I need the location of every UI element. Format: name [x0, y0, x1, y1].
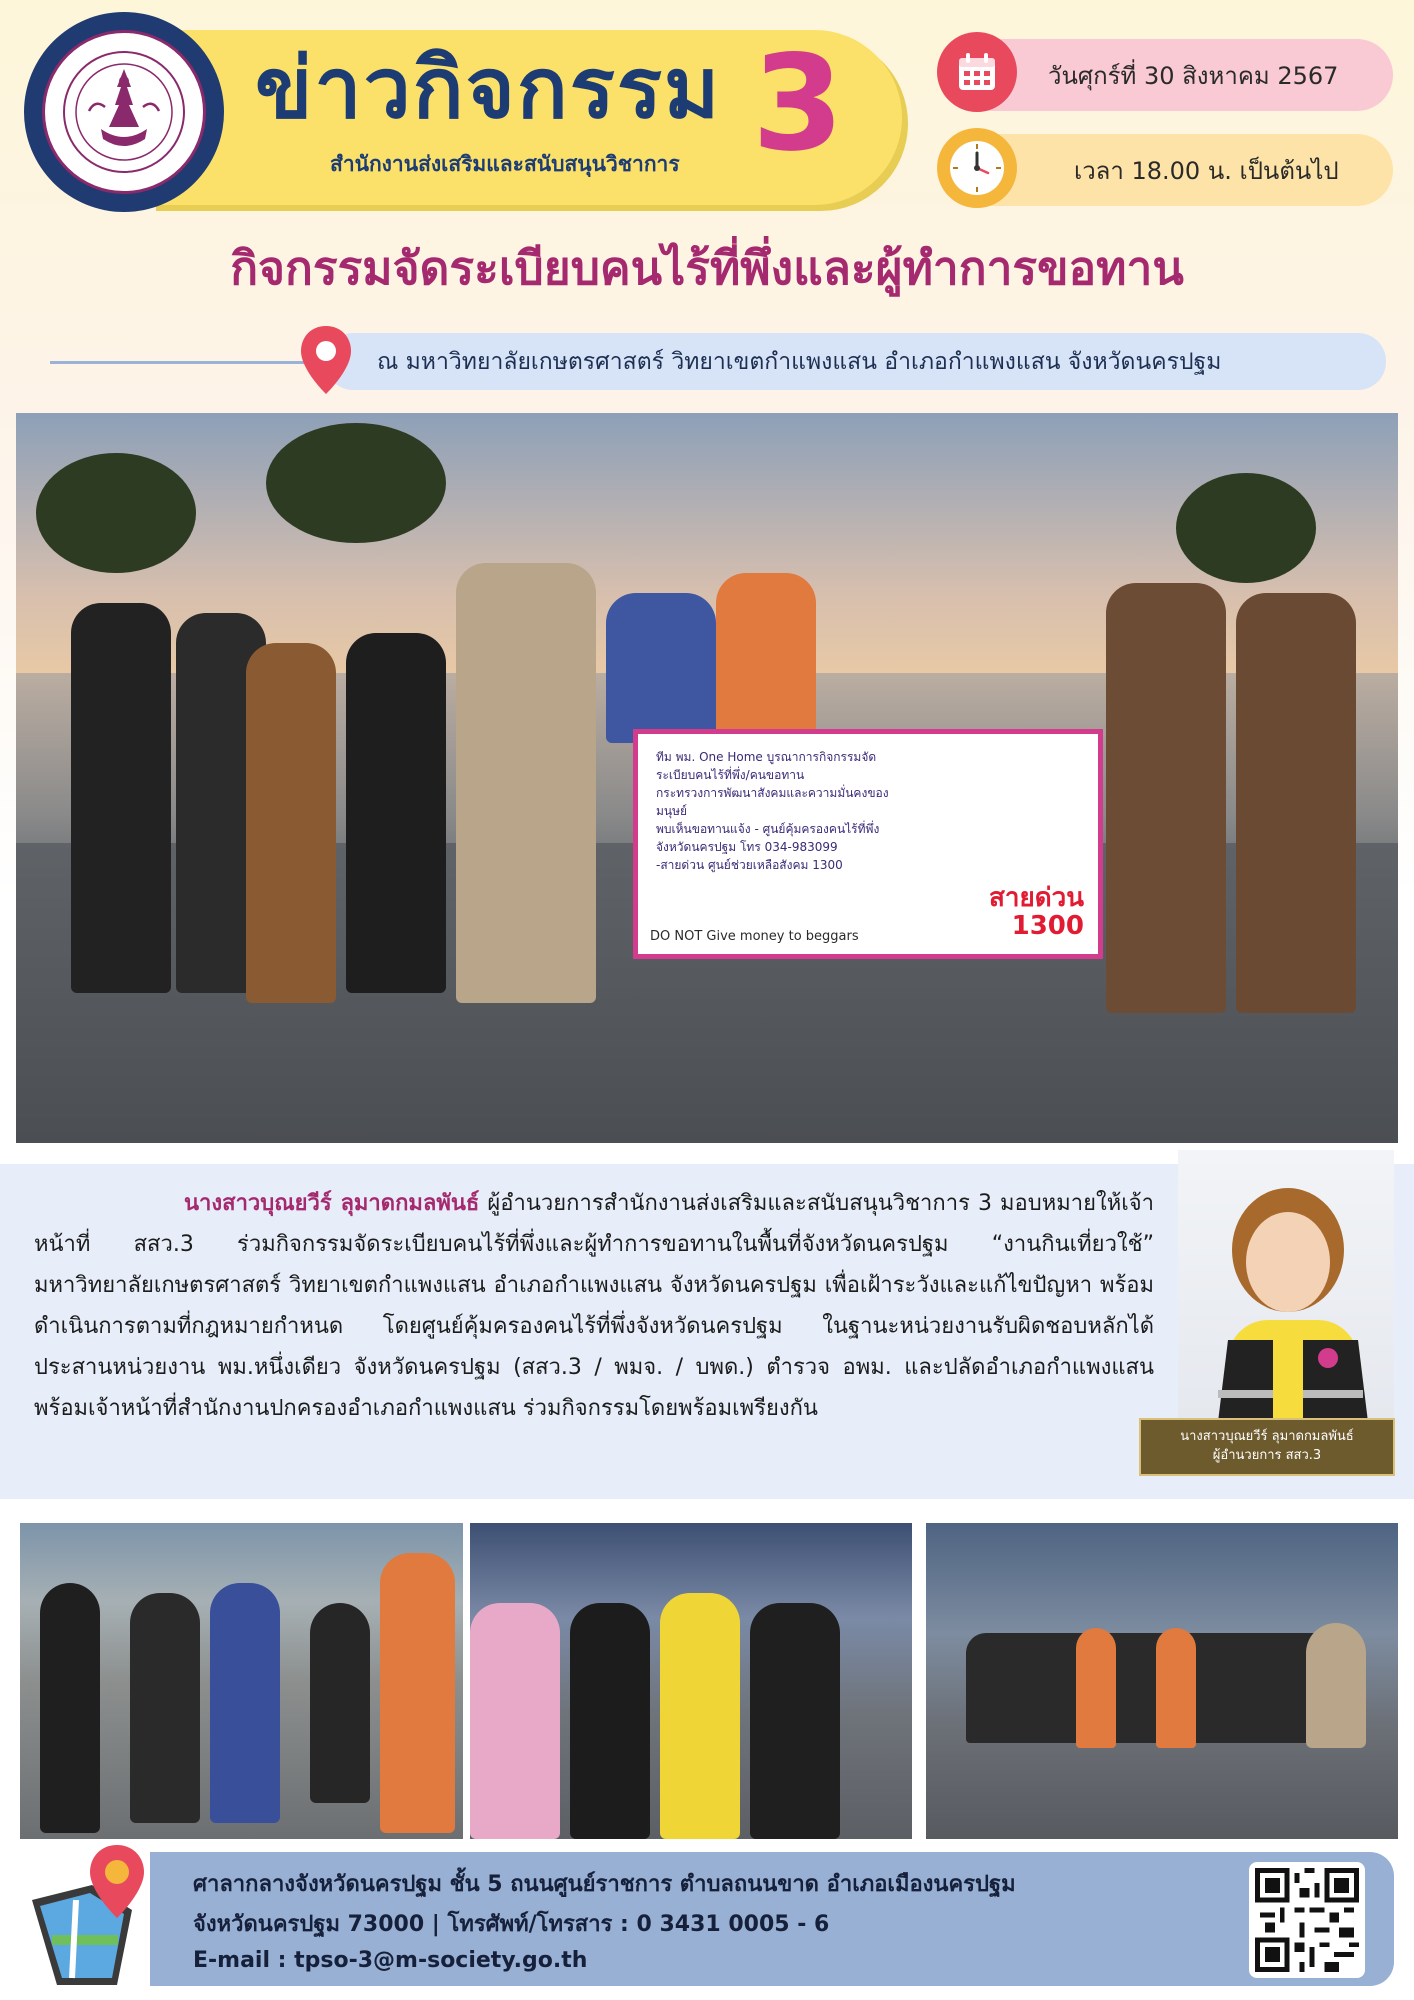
office-number: 3 — [752, 27, 844, 181]
palm-tree — [266, 423, 446, 543]
person — [210, 1583, 280, 1823]
footer-address-line1: ศาลากลางจังหวัดนครปฐม ชั้น 5 ถนนศูนย์ราชการ ตำบลถนนขาด อำเภอเมืองนครปฐม — [193, 1872, 1016, 1897]
location-pin-icon — [298, 324, 354, 402]
footer-email[interactable]: E-mail : tpso-3@m-society.go.th — [193, 1948, 588, 1973]
time-pill — [956, 134, 1393, 206]
banner-line: -สายด่วน ศูนย์ช่วยเหลือสังคม 1300 — [656, 858, 843, 872]
palm-tree — [1176, 473, 1316, 583]
campaign-banner — [633, 729, 1103, 959]
person — [470, 1603, 560, 1839]
hotline-number: 1300 — [1011, 910, 1084, 941]
person — [606, 593, 716, 743]
activity-photo-2 — [470, 1523, 912, 1839]
calendar-icon — [937, 32, 1017, 112]
hotline-block — [989, 885, 1084, 940]
body-text: ผู้อำนวยการสำนักงานส่งเสริมและสนับสนุนวิชาการ 3 มอบหมายให้เจ้าหน้าที่ สสว.3 ร่วมกิจกรรมจัดระเบียบคนไร้ที่พึ่งและผู้ทำการขอทานในพื้นที่จังหวัดนครปฐม “งานกินเที่ยวใช้” มหาวิทยาลัยเกษตรศาสตร์ วิทยาเขตกำแพงแสน อำเภอกำแพงแสน จังหวัดนครปฐม เพื่อเฝ้าระวังและแก้ไขปัญหา พร้อมดำเนินการตามที่กฎหมายกำหนด โดยศูนย์คุ้มครองคนไร้ที่พึ่งจังหวัดนครปฐม ในฐานะหน่วยงานรับผิดชอบหลักได้ประสานหน่วยงาน พม.หนึ่งเดียว จังหวัดนครปฐม (สสว.3 / พมจ. / บพด.) ตำรวจ อพม. และปลัดอำเภอกำแพงแสน พร้อมเจ้าหน้าที่สำนักงานปกครองอำเภอกำแพงแสน ร่วมกิจกรรมโดยพร้อมเพรียงกัน — [34, 1191, 1154, 1421]
director-portrait — [1178, 1150, 1394, 1422]
footer-address-line2: จังหวัดนครปฐม 73000 | โทรศัพท์/โทรสาร : 0 3431 0005 - 6 — [193, 1912, 830, 1937]
ministry-seal-icon — [42, 30, 206, 194]
event-date: วันศุกร์ที่ 30 สิงหาคม 2567 — [1048, 61, 1339, 90]
location-pill — [325, 333, 1386, 390]
person — [346, 633, 446, 993]
palm-tree — [36, 453, 196, 573]
map-pin-icon — [22, 1840, 162, 1994]
qr-code-icon[interactable] — [1249, 1862, 1365, 1978]
banner-line: ทีม พม. One Home บูรณาการกิจกรรมจัดระเบียบคนไร้ที่พึ่ง/คนขอทาน — [656, 750, 877, 782]
person — [130, 1593, 200, 1823]
body-paragraph — [34, 1183, 1154, 1429]
person — [716, 573, 816, 733]
divider-line — [50, 361, 310, 364]
ministry-seal-logo — [24, 12, 224, 212]
caption-name: นางสาวบุณยวีร์ ลุมาดกมลพันธ์ — [1180, 1429, 1354, 1445]
person — [380, 1553, 455, 1833]
event-location: ณ มหาวิทยาลัยเกษตรศาสตร์ วิทยาเขตกำแพงแสน อำเภอกำแพงแสน จังหวัดนครปฐม — [377, 348, 1222, 375]
person — [1076, 1628, 1116, 1748]
caption-role: ผู้อำนวยการ สสว.3 — [1212, 1448, 1322, 1463]
portrait-caption — [1139, 1418, 1395, 1476]
activity-photo-1 — [20, 1523, 463, 1839]
person — [1106, 583, 1226, 1013]
person — [246, 643, 336, 1003]
person — [570, 1603, 650, 1839]
person — [71, 603, 171, 993]
headline: กิจกรรมจัดระเบียบคนไร้ที่พึ่งและผู้ทำการขอทาน — [230, 241, 1184, 295]
person — [310, 1603, 370, 1803]
banner-line: กระทรวงการพัฒนาสังคมและความมั่นคงของมนุษย์ — [656, 786, 889, 818]
banner-footnote: DO NOT Give money to beggars — [650, 929, 859, 944]
event-time: เวลา 18.00 น. เป็นต้นไป — [1074, 156, 1339, 185]
person — [1236, 593, 1356, 1013]
person — [660, 1593, 740, 1839]
banner-line: พบเห็นขอทานแจ้ง - ศูนย์คุ้มครองคนไร้ที่พึ่งจังหวัดนครปฐม โทร 034-983099 — [656, 822, 880, 854]
person — [456, 563, 596, 1003]
clock-icon — [937, 128, 1017, 208]
person — [1156, 1628, 1196, 1748]
newsletter-title: ข่าวกิจกรรม — [255, 39, 722, 137]
person — [1306, 1623, 1366, 1748]
person — [750, 1603, 840, 1839]
activity-photo-3 — [926, 1523, 1398, 1839]
main-group-photo — [16, 413, 1398, 1143]
director-name: นางสาวบุณยวีร์ ลุมาดกมลพันธ์ — [184, 1191, 480, 1216]
date-pill — [956, 39, 1393, 111]
office-subtitle: สำนักงานส่งเสริมและสนับสนุนวิชาการ — [330, 152, 680, 176]
hotline-label: สายด่วน — [989, 883, 1084, 914]
person — [40, 1583, 100, 1833]
